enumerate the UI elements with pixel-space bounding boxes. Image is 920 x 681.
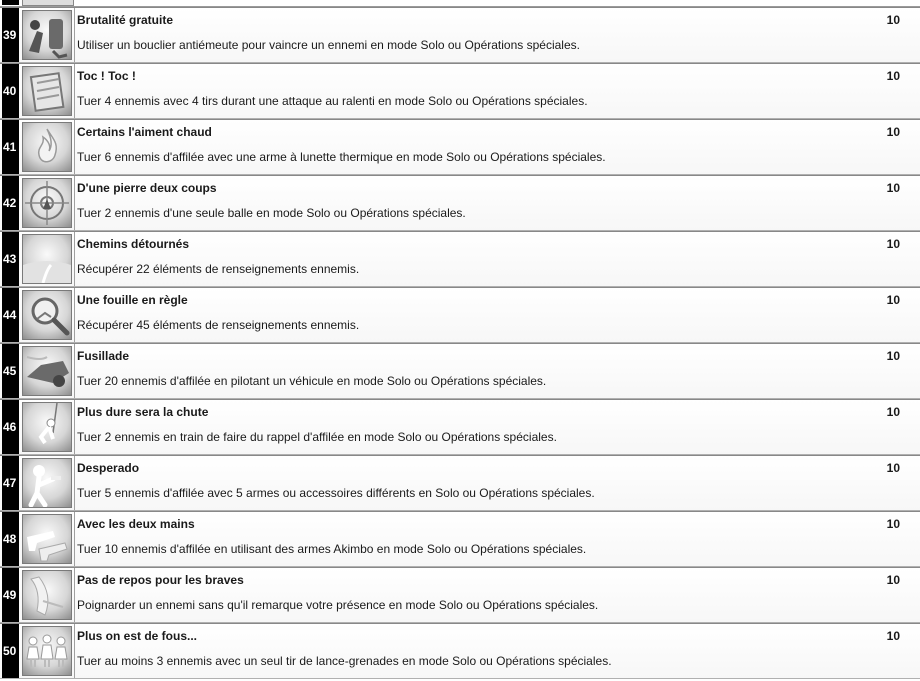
- achievement-row: [0, 231, 920, 287]
- row-divider: [74, 120, 75, 174]
- achievement-row: [0, 567, 920, 623]
- row-divider: [74, 288, 75, 342]
- row-divider: [74, 568, 75, 622]
- achievement-row: [0, 455, 920, 511]
- gunslinger-icon: [22, 458, 72, 508]
- group-figures-icon: [22, 626, 72, 676]
- row-divider: [74, 344, 75, 398]
- achievement-points: 10: [886, 181, 900, 195]
- achievement-description: Tuer 2 ennemis d'une seule balle en mode Solo ou Opérations spéciales.: [77, 206, 466, 220]
- achievement-points: 10: [886, 125, 900, 139]
- achievement-title: Toc ! Toc !: [77, 69, 136, 83]
- row-divider: [74, 176, 75, 230]
- achievement-number: 39: [2, 8, 19, 62]
- crosshair-icon: [22, 178, 72, 228]
- row-divider: [74, 400, 75, 454]
- achievement-title: Pas de repos pour les braves: [77, 573, 244, 587]
- achievement-points: 10: [886, 237, 900, 251]
- landscape-path-icon: [22, 234, 72, 284]
- achievement-points: 10: [886, 461, 900, 475]
- achievement-number: 42: [2, 176, 19, 230]
- achievement-number: 45: [2, 344, 19, 398]
- riot-shield-icon: [22, 10, 72, 60]
- achievement-number: 48: [2, 512, 19, 566]
- achievement-title: Chemins détournés: [77, 237, 190, 251]
- achievement-points: 10: [886, 573, 900, 587]
- door-breach-icon: [22, 66, 72, 116]
- achievement-description: Tuer 10 ennemis d'affilée en utilisant des armes Akimbo en mode Solo ou Opérations spéciales.: [77, 542, 587, 556]
- achievement-points: 10: [886, 69, 900, 83]
- achievement-title: Certains l'aiment chaud: [77, 125, 212, 139]
- achievement-number: 46: [2, 400, 19, 454]
- achievement-number: 50: [2, 624, 19, 678]
- achievement-row: [0, 119, 920, 175]
- achievement-points: 10: [886, 405, 900, 419]
- achievement-row: [0, 7, 920, 63]
- rappel-icon: [22, 402, 72, 452]
- magnifier-icon: [22, 290, 72, 340]
- achievement-title: Desperado: [77, 461, 140, 475]
- achievement-title: Fusillade: [77, 349, 130, 363]
- achievement-number: 40: [2, 64, 19, 118]
- achievement-description: Utiliser un bouclier antiémeute pour vaincre un ennemi en mode Solo ou Opérations spéciales.: [77, 38, 580, 52]
- achievement-points: 10: [886, 293, 900, 307]
- achievement-row: [0, 287, 920, 343]
- achievement-title: Une fouille en règle: [77, 293, 188, 307]
- achievement-description: Tuer 2 ennemis en train de faire du rappel d'affilée en mode Solo ou Opérations spéciales.: [77, 430, 557, 444]
- achievement-points: 10: [886, 349, 900, 363]
- previous-row-edge: [0, 0, 920, 7]
- achievement-row: [0, 399, 920, 455]
- row-divider: [74, 8, 75, 62]
- achievement-number: 41: [2, 120, 19, 174]
- achievement-description: Récupérer 45 éléments de renseignements ennemis.: [77, 318, 360, 332]
- achievement-number: 44: [2, 288, 19, 342]
- row-divider: [74, 456, 75, 510]
- achievement-number: 43: [2, 232, 19, 286]
- achievement-description: Tuer 6 ennemis d'affilée avec une arme à lunette thermique en mode Solo ou Opérations spéciales.: [77, 150, 606, 164]
- achievement-row: [0, 343, 920, 399]
- achievement-description: Tuer 20 ennemis d'affilée en pilotant un véhicule en mode Solo ou Opérations spéciales.: [77, 374, 547, 388]
- achievement-points: 10: [886, 13, 900, 27]
- akimbo-pistols-icon: [22, 514, 72, 564]
- achievement-title: D'une pierre deux coups: [77, 181, 217, 195]
- achievement-title: Brutalité gratuite: [77, 13, 174, 27]
- achievement-title: Plus dure sera la chute: [77, 405, 209, 419]
- achievement-number: 47: [2, 456, 19, 510]
- achievement-row: [0, 63, 920, 119]
- vehicle-icon: [22, 346, 72, 396]
- achievement-title: Avec les deux mains: [77, 517, 195, 531]
- achievement-description: Tuer au moins 3 ennemis avec un seul tir de lance-grenades en mode Solo ou Opérations spéciales.: [77, 654, 612, 668]
- thermal-flame-icon: [22, 122, 72, 172]
- achievement-description: Tuer 4 ennemis avec 4 tirs durant une attaque au ralenti en mode Solo ou Opérations spéciales.: [77, 94, 588, 108]
- achievement-title: Plus on est de fous...: [77, 629, 198, 643]
- achievement-row: [0, 511, 920, 567]
- achievement-row: [0, 175, 920, 231]
- row-divider: [74, 624, 75, 678]
- row-divider: [74, 512, 75, 566]
- knife-stealth-icon: [22, 570, 72, 620]
- row-divider: [74, 64, 75, 118]
- achievement-row: [0, 623, 920, 679]
- row-divider: [74, 232, 75, 286]
- achievement-number: 49: [2, 568, 19, 622]
- achievement-points: 10: [886, 629, 900, 643]
- achievement-points: 10: [886, 517, 900, 531]
- achievement-description: Tuer 5 ennemis d'affilée avec 5 armes ou accessoires différents en Solo ou Opérations spéciales.: [77, 486, 595, 500]
- achievement-description: Récupérer 22 éléments de renseignements ennemis.: [77, 262, 360, 276]
- achievement-description: Poignarder un ennemi sans qu'il remarque votre présence en mode Solo ou Opérations spéciales.: [77, 598, 599, 612]
